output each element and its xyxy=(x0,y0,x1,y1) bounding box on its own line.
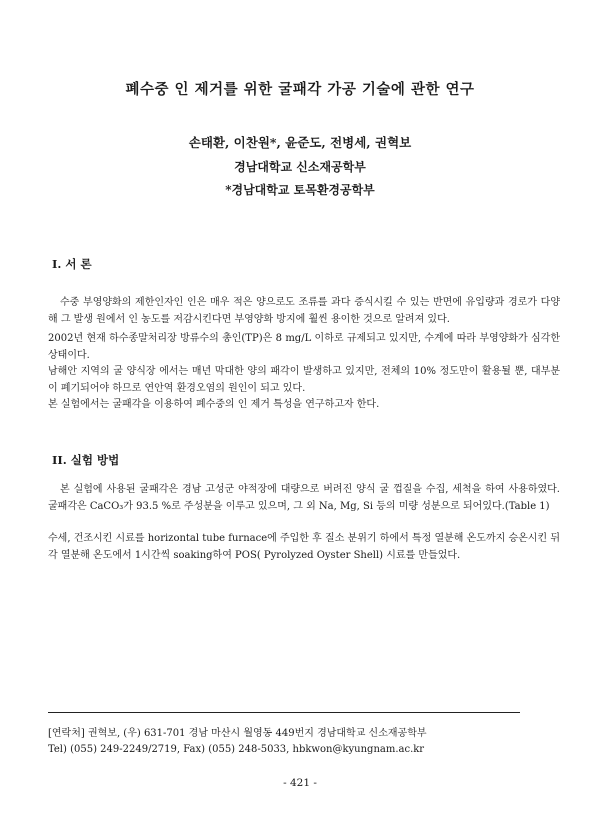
author-list: 손태환, 이찬원*, 윤준도, 전병세, 권혁보 xyxy=(188,135,412,150)
affiliation-secondary: *경남대학교 토목환경공학부 xyxy=(225,183,375,197)
paper-title: 폐수중 인 제거를 위한 굴패각 가공 기술에 관한 연구 xyxy=(125,81,475,98)
footnote-divider xyxy=(48,712,520,713)
methods-paragraph-2: 수세, 건조시킨 시료를 horizontal tube furnace에 주입한 후 질소 분위기 하에서 특정 열분해 온도까지 승온시킨 뒤 각 열분해 온도에서 1시간씩 soaking하여 POS( Pyrolyzed Oyster Shell) 시료를 만들었다. xyxy=(48,533,560,561)
contact-address: [연락처] 권혁보, (우) 631-701 경남 마산시 월영동 449번지 경남대학교 신소재공학부 xyxy=(48,728,427,739)
intro-paragraph-3: 남해안 지역의 굴 양식장 에서는 매년 막대한 양의 패각이 발생하고 있지만, 전체의 10% 정도만이 활용될 뿐, 대부분이 폐기되어야 하므로 연안역 환경오염의 원인이 되고 있다. xyxy=(48,366,560,394)
methods-paragraph-1: 본 실험에 사용된 굴패각은 경남 고성군 야적장에 대량으로 버려진 양식 굴 껍질을 수집, 세척을 하여 사용하였다. 굴패각은 CaCO₃가 93.5 %로 주성분을 이루고 있으며, 그 외 Na, Mg, Si 등의 미량 성분으로 되어있다.(Table 1) xyxy=(48,484,560,512)
section-heading-methods: II. 실험 방법 xyxy=(52,453,120,467)
intro-paragraph-2: 2002년 현재 하수종말처리장 방류수의 총인(TP)은 8 mg/L 이하로 규제되고 있지만, 수계에 따라 부영양화가 심각한 상태이다. xyxy=(48,333,560,361)
section-heading-introduction: I. 서 론 xyxy=(52,257,92,271)
page-number: - 421 - xyxy=(283,777,317,789)
intro-paragraph-1: 수중 부영양화의 제한인자인 인은 매우 적은 양으로도 조류를 과다 증식시킬 수 있는 반면에 유입량과 경로가 다양해 그 발생 원에서 인 농도를 저감시킨다면 부영양화 방지에 훨씬 용이한 것으로 알려져 있다. xyxy=(48,297,560,325)
contact-phone-email: Tel) (055) 249-2249/2719, Fax) (055) 248-5033, hbkwon@kyungnam.ac.kr xyxy=(48,744,425,755)
affiliation-primary: 경남대학교 신소재공학부 xyxy=(234,160,366,174)
intro-paragraph-4: 본 실험에서는 굴패각을 이용하여 폐수중의 인 제거 특성을 연구하고자 한다. xyxy=(48,399,380,410)
